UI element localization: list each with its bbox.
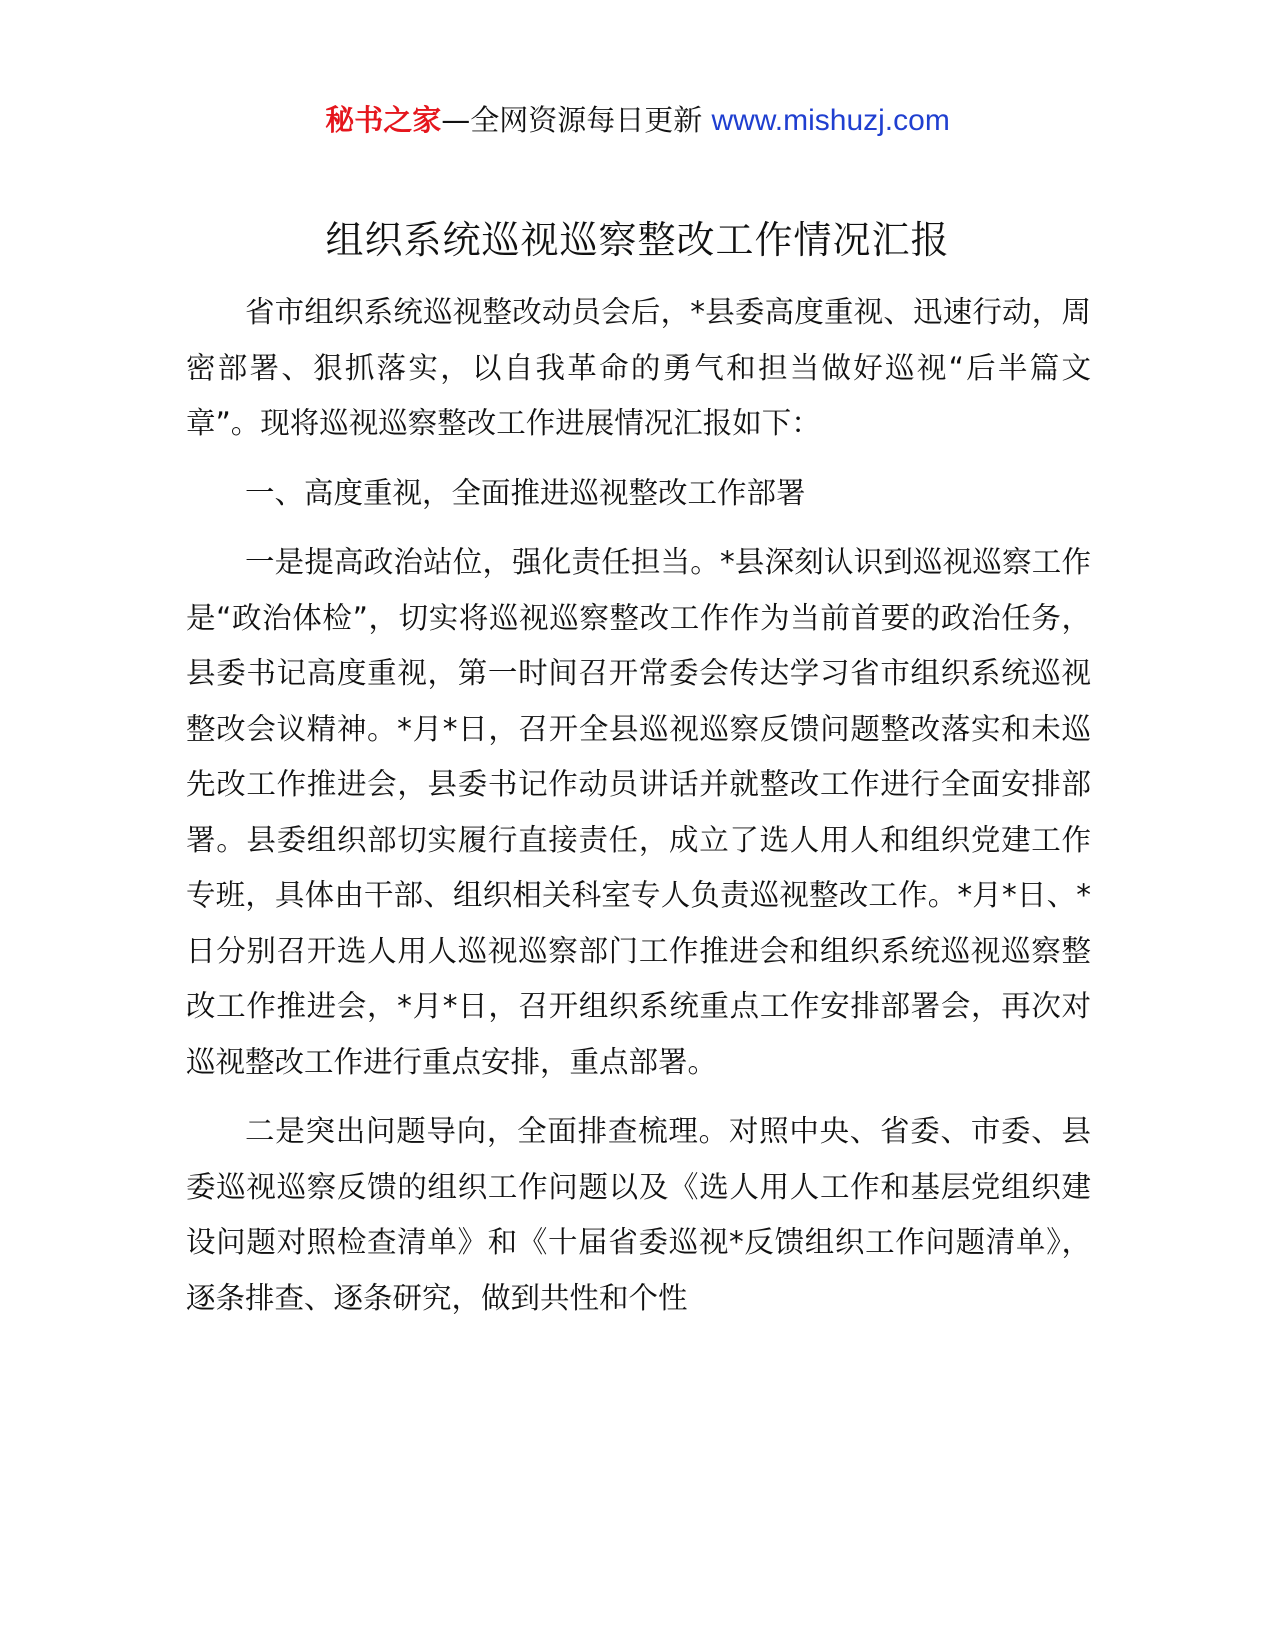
- site-slogan: —全网资源每日更新: [441, 103, 703, 137]
- section-heading: 一、高度重视，全面推进巡视整改工作部署: [245, 475, 806, 510]
- site-url-link[interactable]: www.mishuzj.com: [711, 104, 950, 137]
- site-brand: 秘书之家: [325, 103, 442, 137]
- body-paragraph-1: 一是提高政治站位，强化责任担当。*县深刻认识到巡视巡察工作是“政治体检”，切实将巡视巡察整改工作作为当前首要的政治任务，县委书记高度重视，第一时间召开常委会传达学习省市组织系统巡视整改会议精神。*月*日，召开全县巡视巡察反馈问题整改落实和未巡先改工作推进会，县委书记作动员讲话并就整改工作进行全面安排部署。县委组织部切实履行直接责任，成立了选人用人和组织党建工作专班，具体由干部、组织相关科室专人负责巡视整改工作。*月*日、*日分别召开选人用人巡视巡察部门工作推进会和组织系统巡视巡察整改工作推进会，*月*日，召开组织系统重点工作安排部署会，再次对巡视整改工作进行重点安排，重点部署。: [186, 545, 1091, 1079]
- document-body: [186, 285, 1091, 1340]
- site-header: [0, 100, 1275, 141]
- body-paragraph-2: 二是突出问题导向，全面排查梳理。对照中央、省委、市委、县委巡视巡察反馈的组织工作问题以及《选人用人工作和基层党组织建设问题对照检查清单》和《十届省委巡视*反馈组织工作问题清单》，逐条排查、逐条研究，做到共性和个性: [186, 1114, 1091, 1315]
- intro-paragraph: 省市组织系统巡视整改动员会后，*县委高度重视、迅速行动，周密部署、狠抓落实，以自我革命的勇气和担当做好巡视“后半篇文章”。现将巡视巡察整改工作进展情况汇报如下：: [186, 295, 1091, 440]
- document-title: 组织系统巡视巡察整改工作情况汇报: [325, 218, 950, 262]
